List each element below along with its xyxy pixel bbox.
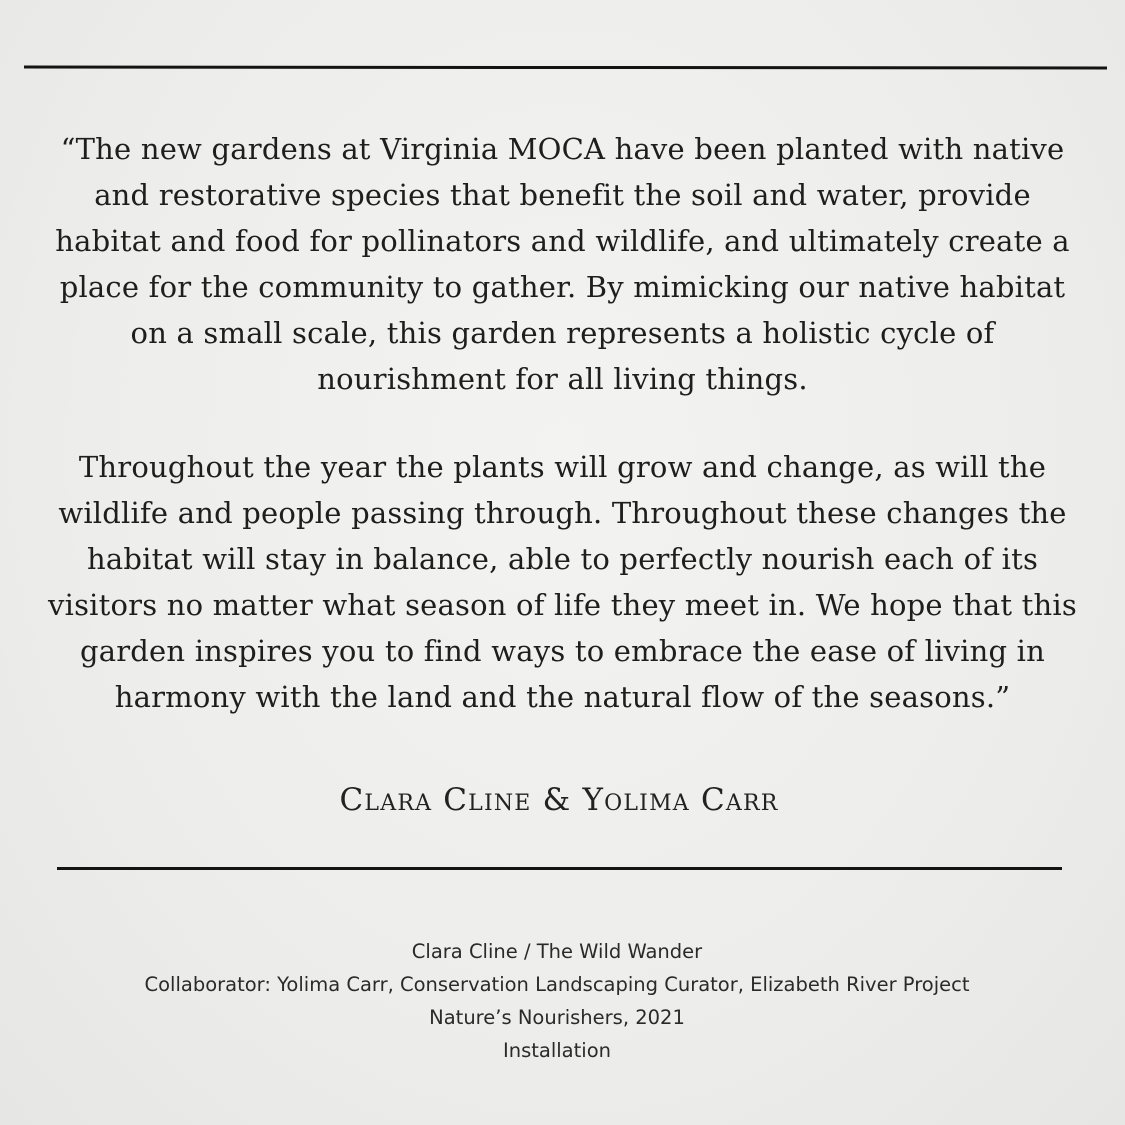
quote-paragraph-2 — [0, 444, 1125, 720]
quote-line: wildlife and people passing through. Throughout these changes the — [58, 496, 1067, 530]
artwork-credits — [0, 935, 1114, 1067]
collaborator-line: Collaborator: Yolima Carr, Conservation Landscaping Curator, Elizabeth River Project — [144, 973, 970, 996]
medium-line: Installation — [502, 1039, 611, 1062]
top-divider — [24, 66, 1107, 70]
quote-line: and restorative species that benefit the soil and water, provide — [94, 178, 1031, 212]
quote-line: visitors no matter what season of life they meet in. We hope that this — [48, 588, 1077, 622]
quote-line: harmony with the land and the natural flow of the seasons.” — [114, 680, 1011, 714]
quote-line: on a small scale, this garden represents a holistic cycle of — [130, 316, 995, 350]
quote-line: habitat will stay in balance, able to perfectly nourish each of its — [86, 542, 1039, 576]
quote-line: “The new gardens at Virginia MOCA have been planted with native — [60, 132, 1065, 166]
bottom-divider — [57, 867, 1062, 870]
quote-line: nourishment for all living things. — [317, 362, 808, 396]
quote-line: place for the community to gather. By mimicking our native habitat — [59, 270, 1066, 304]
quote-line: garden inspires you to find ways to embrace the ease of living in — [79, 634, 1046, 668]
quote-paragraph-1 — [0, 126, 1125, 402]
quote-attribution: Clara Cline & Yolima Carr — [339, 782, 779, 818]
quote-line: Throughout the year the plants will grow and change, as will the — [78, 450, 1047, 484]
quote-line: habitat and food for pollinators and wildlife, and ultimately create a — [55, 224, 1070, 258]
artwork-title-line: Nature’s Nourishers, 2021 — [429, 1006, 685, 1029]
artist-line: Clara Cline / The Wild Wander — [411, 940, 703, 963]
